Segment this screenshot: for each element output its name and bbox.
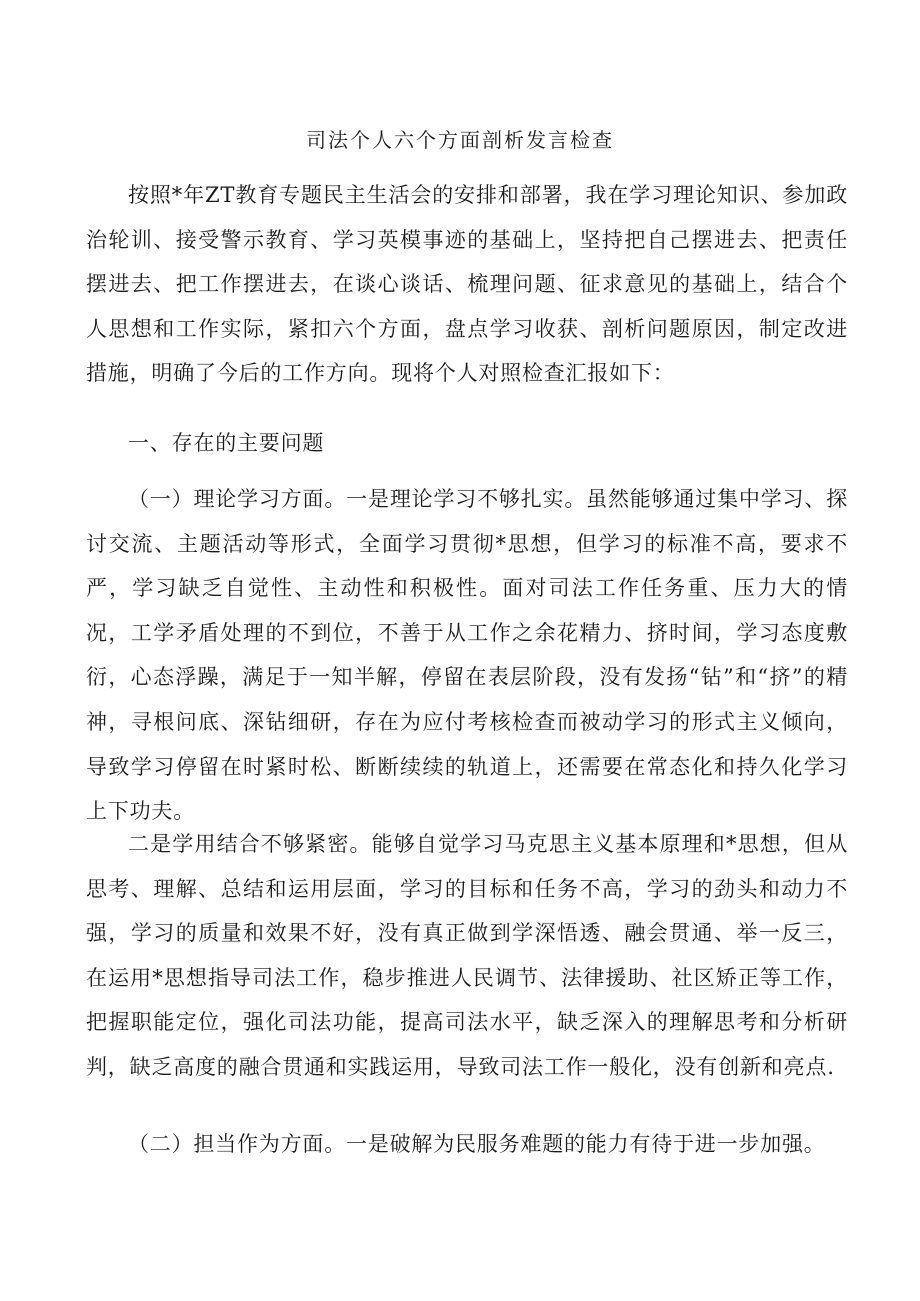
- section-heading: 一、存在的主要问题: [128, 431, 325, 455]
- paragraph-responsibility: （二）担当作为方面。一是破解为民服务难题的能力有待于进一步加强。: [128, 1132, 826, 1156]
- paragraph-intro: 按照*年ZT教育专题民主生活会的安排和部署，我在学习理论知识、参加政治轮训、接受警示教育、学习英模事迹的基础上，坚持把自己摆进去、把责任摆进去、把工作摆进去，在谈心谈话、梳理问题、征求意见的基础上，结合个人思想和工作实际，紧扣六个方面，盘点学习收获、剖析问题原因，制定改进措施，明确了今后的工作方向。现将个人对照检查汇报如下：: [86, 183, 848, 386]
- paragraph-theory-study: （一）理论学习方面。一是理论学习不够扎实。虽然能够通过集中学习、探讨交流、主题活动等形式，全面学习贯彻*思想，但学习的标准不高，要求不严，学习缺乏自觉性、主动性和积极性。面对司法工作任务重、压力大的情况，工学矛盾处理的不到位，不善于从工作之余花精力、挤时间，学习态度敷衍，心态浮躁，满足于一知半解，停留在表层阶段，没有发扬“钻”和“挤”的精神，寻根问底、深钻细研，存在为应付考核检查而被动学习的形式主义倾向，导致学习停留在时紧时松、断断续续的轨道上，还需要在常态化和持久化学习上下功夫。: [86, 487, 848, 824]
- document-title: 司法个人六个方面剖析发言检查: [306, 128, 614, 152]
- paragraph-application: 二是学用结合不够紧密。能够自觉学习马克思主义基本原理和*思想，但从思考、理解、总结和运用层面，学习的目标和任务不高，学习的劲头和动力不强，学习的质量和效果不好，没有真正做到学深悟透、融会贯通、举一反三，在运用*思想指导司法工作，稳步推进人民调节、法律援助、社区矫正等工作，把握职能定位，强化司法功能，提高司法水平，缺乏深入的理解思考和分析研判，缺乏高度的融合贯通和实践运用，导致司法工作一般化，没有创新和亮点.: [86, 832, 848, 1079]
